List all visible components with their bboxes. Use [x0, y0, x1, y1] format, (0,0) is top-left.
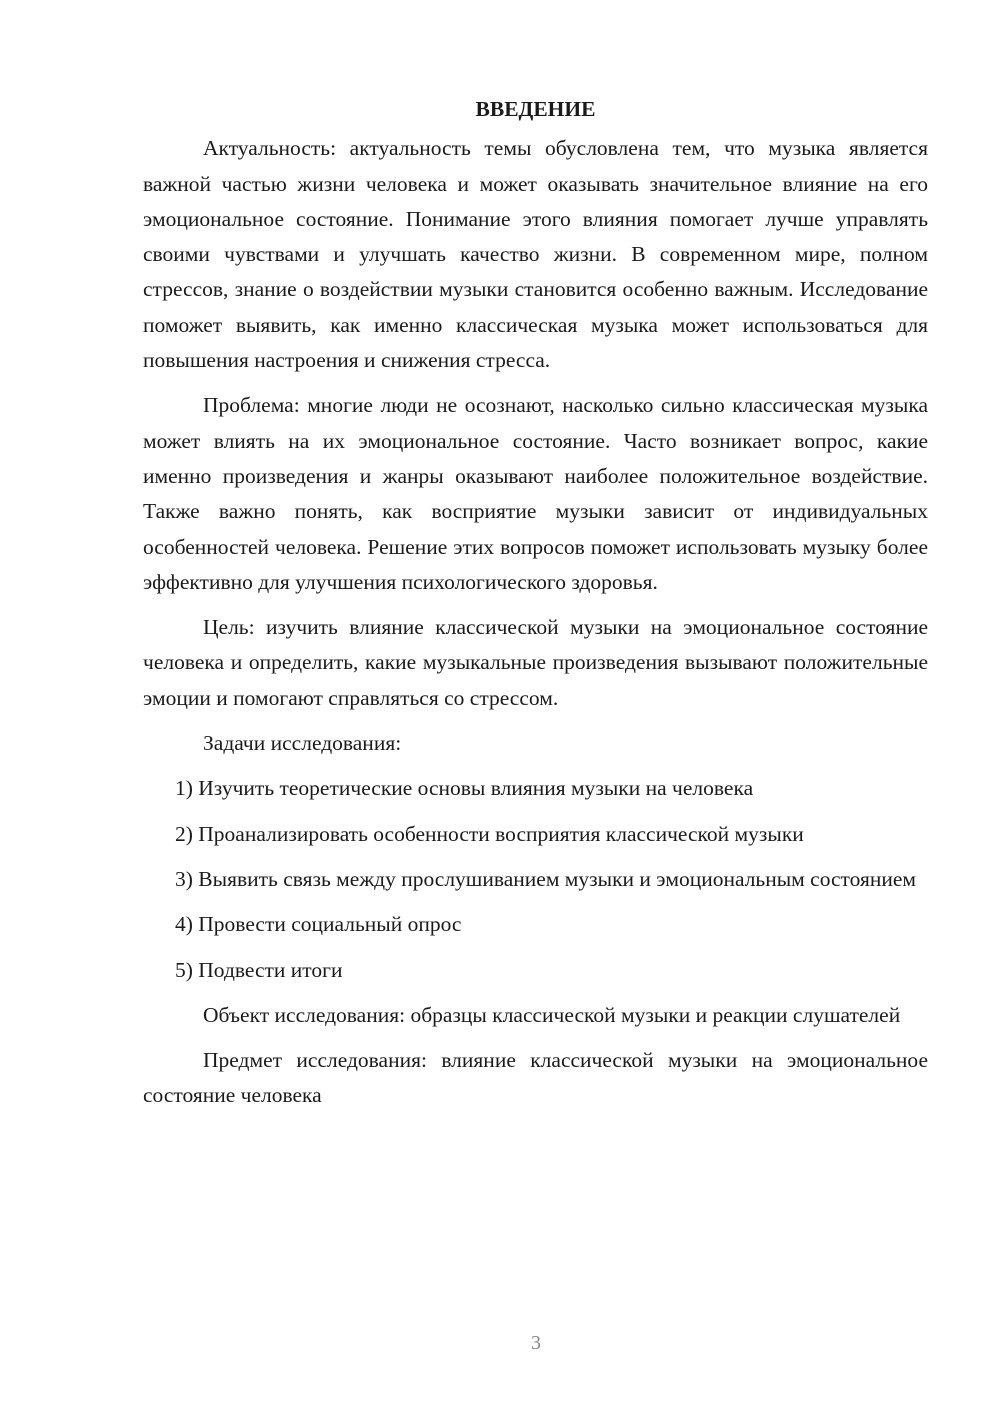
task-item-1: 1) Изучить теоретические основы влияния музыки на человека: [175, 776, 754, 801]
section-title: ВВЕДЕНИЕ: [475, 97, 596, 121]
subject-paragraph: Предмет исследования: влияние классической музыки на эмоциональное состояние человека: [143, 1048, 928, 1108]
problem-paragraph: Проблема: многие люди не осознают, насколько сильно классическая музыка может влиять на их эмоциональное состояние. Часто возникает вопрос, какие именно произведения и жанры оказывают наиболее положительное воздействие. Также важно понять, как восприятие музыки зависит от индивидуальных особенностей человека. Решение этих вопросов поможет использовать музыку более эффективно для улучшения психологического здоровья.: [143, 393, 928, 594]
relevance-paragraph: Актуальность: актуальность темы обусловлена тем, что музыка является важной частью жизни человека и может оказывать значительное влияние на его эмоциональное состояние. Понимание этого влияния помогает лучше управлять своими чувствами и улучшать качество жизни. В современном мире, полном стрессов, знание о воздействии музыки становится особенно важным. Исследование поможет выявить, как именно классическая музыка может использоваться для повышения настроения и снижения стресса.: [143, 136, 928, 373]
task-item-5: 5) Подвести итоги: [175, 957, 343, 982]
object-paragraph: Объект исследования: образцы классической музыки и реакции слушателей: [203, 1002, 901, 1027]
tasks-heading: Задачи исследования:: [203, 731, 402, 756]
page-content: [143, 92, 928, 1124]
goal-paragraph: Цель: изучить влияние классической музыки на эмоциональное состояние человека и определить, какие музыкальные произведения вызывают положительные эмоции и помогают справляться со стрессом.: [143, 615, 928, 710]
task-item-3: 3) Выявить связь между прослушиванием музыки и эмоциональным состоянием: [175, 866, 917, 891]
task-item-2: 2) Проанализировать особенности восприятия классической музыки: [175, 821, 804, 846]
task-item-4: 4) Провести социальный опрос: [175, 912, 462, 937]
page-number: 3: [531, 1332, 541, 1354]
